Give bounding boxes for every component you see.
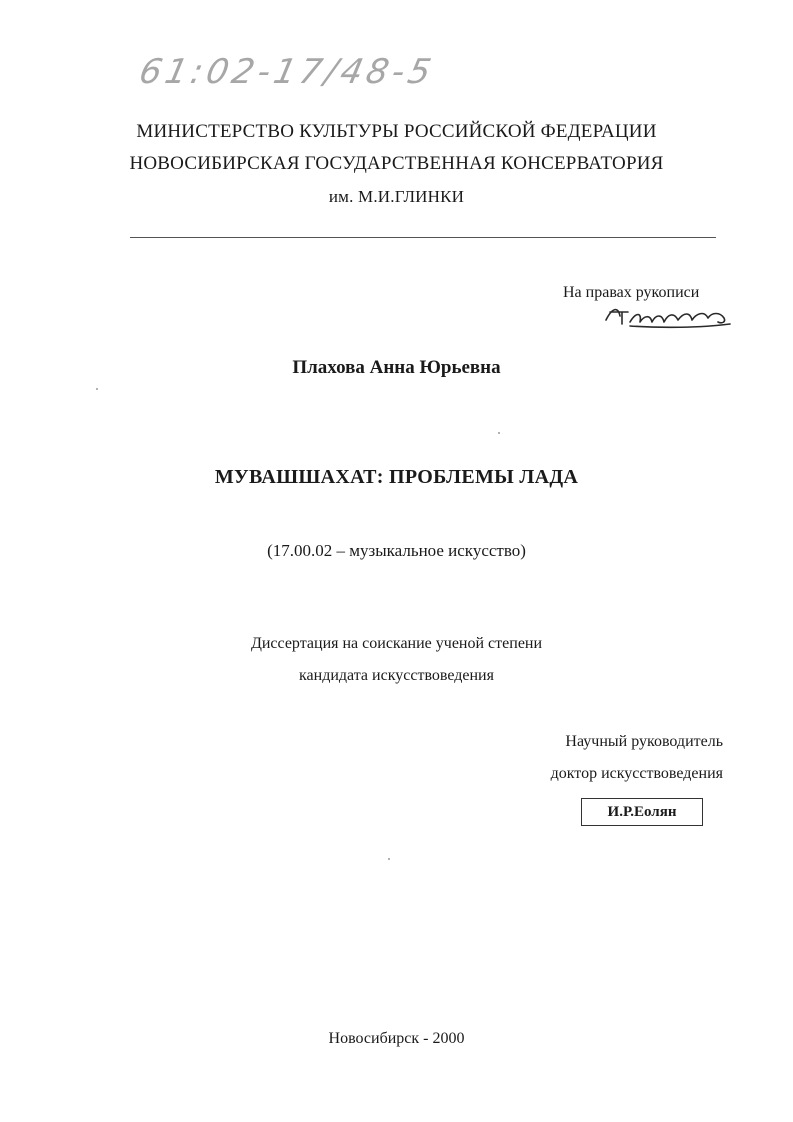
degree-line-2: кандидата искусствоведения (299, 667, 494, 684)
header-divider (130, 237, 716, 238)
conservatory-name: НОВОСИБИРСКАЯ ГОСУДАРСТВЕННАЯ КОНСЕРВАТОРИЯ (129, 153, 664, 174)
scan-speck (96, 388, 98, 390)
thesis-title: МУВАШШАХАТ: ПРОБЛЕМЫ ЛАДА (214, 466, 579, 488)
supervisor-degree: доктор искусствоведения (550, 765, 723, 782)
degree-line-1: Диссертация на соискание ученой степени (250, 635, 543, 652)
scan-speck (498, 432, 500, 434)
author-signature (600, 298, 736, 334)
place-and-year: Новосибирск - 2000 (328, 1030, 465, 1047)
thesis-specialty: (17.00.02 – музыкальное искусство) (267, 541, 526, 560)
supervisor-name: И.Р.Еолян (607, 803, 677, 820)
conservatory-named-after: им. М.И.ГЛИНКИ (328, 187, 465, 206)
supervisor-role: Научный руководитель (565, 733, 723, 750)
supervisor-name-box (581, 798, 703, 826)
author-name: Плахова Анна Юрьевна (292, 357, 501, 378)
ministry-name: МИНИСТЕРСТВО КУЛЬТУРЫ РОССИЙСКОЙ ФЕДЕРАЦИИ (136, 121, 657, 142)
scan-speck (388, 858, 390, 860)
catalog-stamp: 61:02-17/48-5 (135, 52, 439, 92)
rights-label: На правах рукописи (563, 284, 700, 301)
